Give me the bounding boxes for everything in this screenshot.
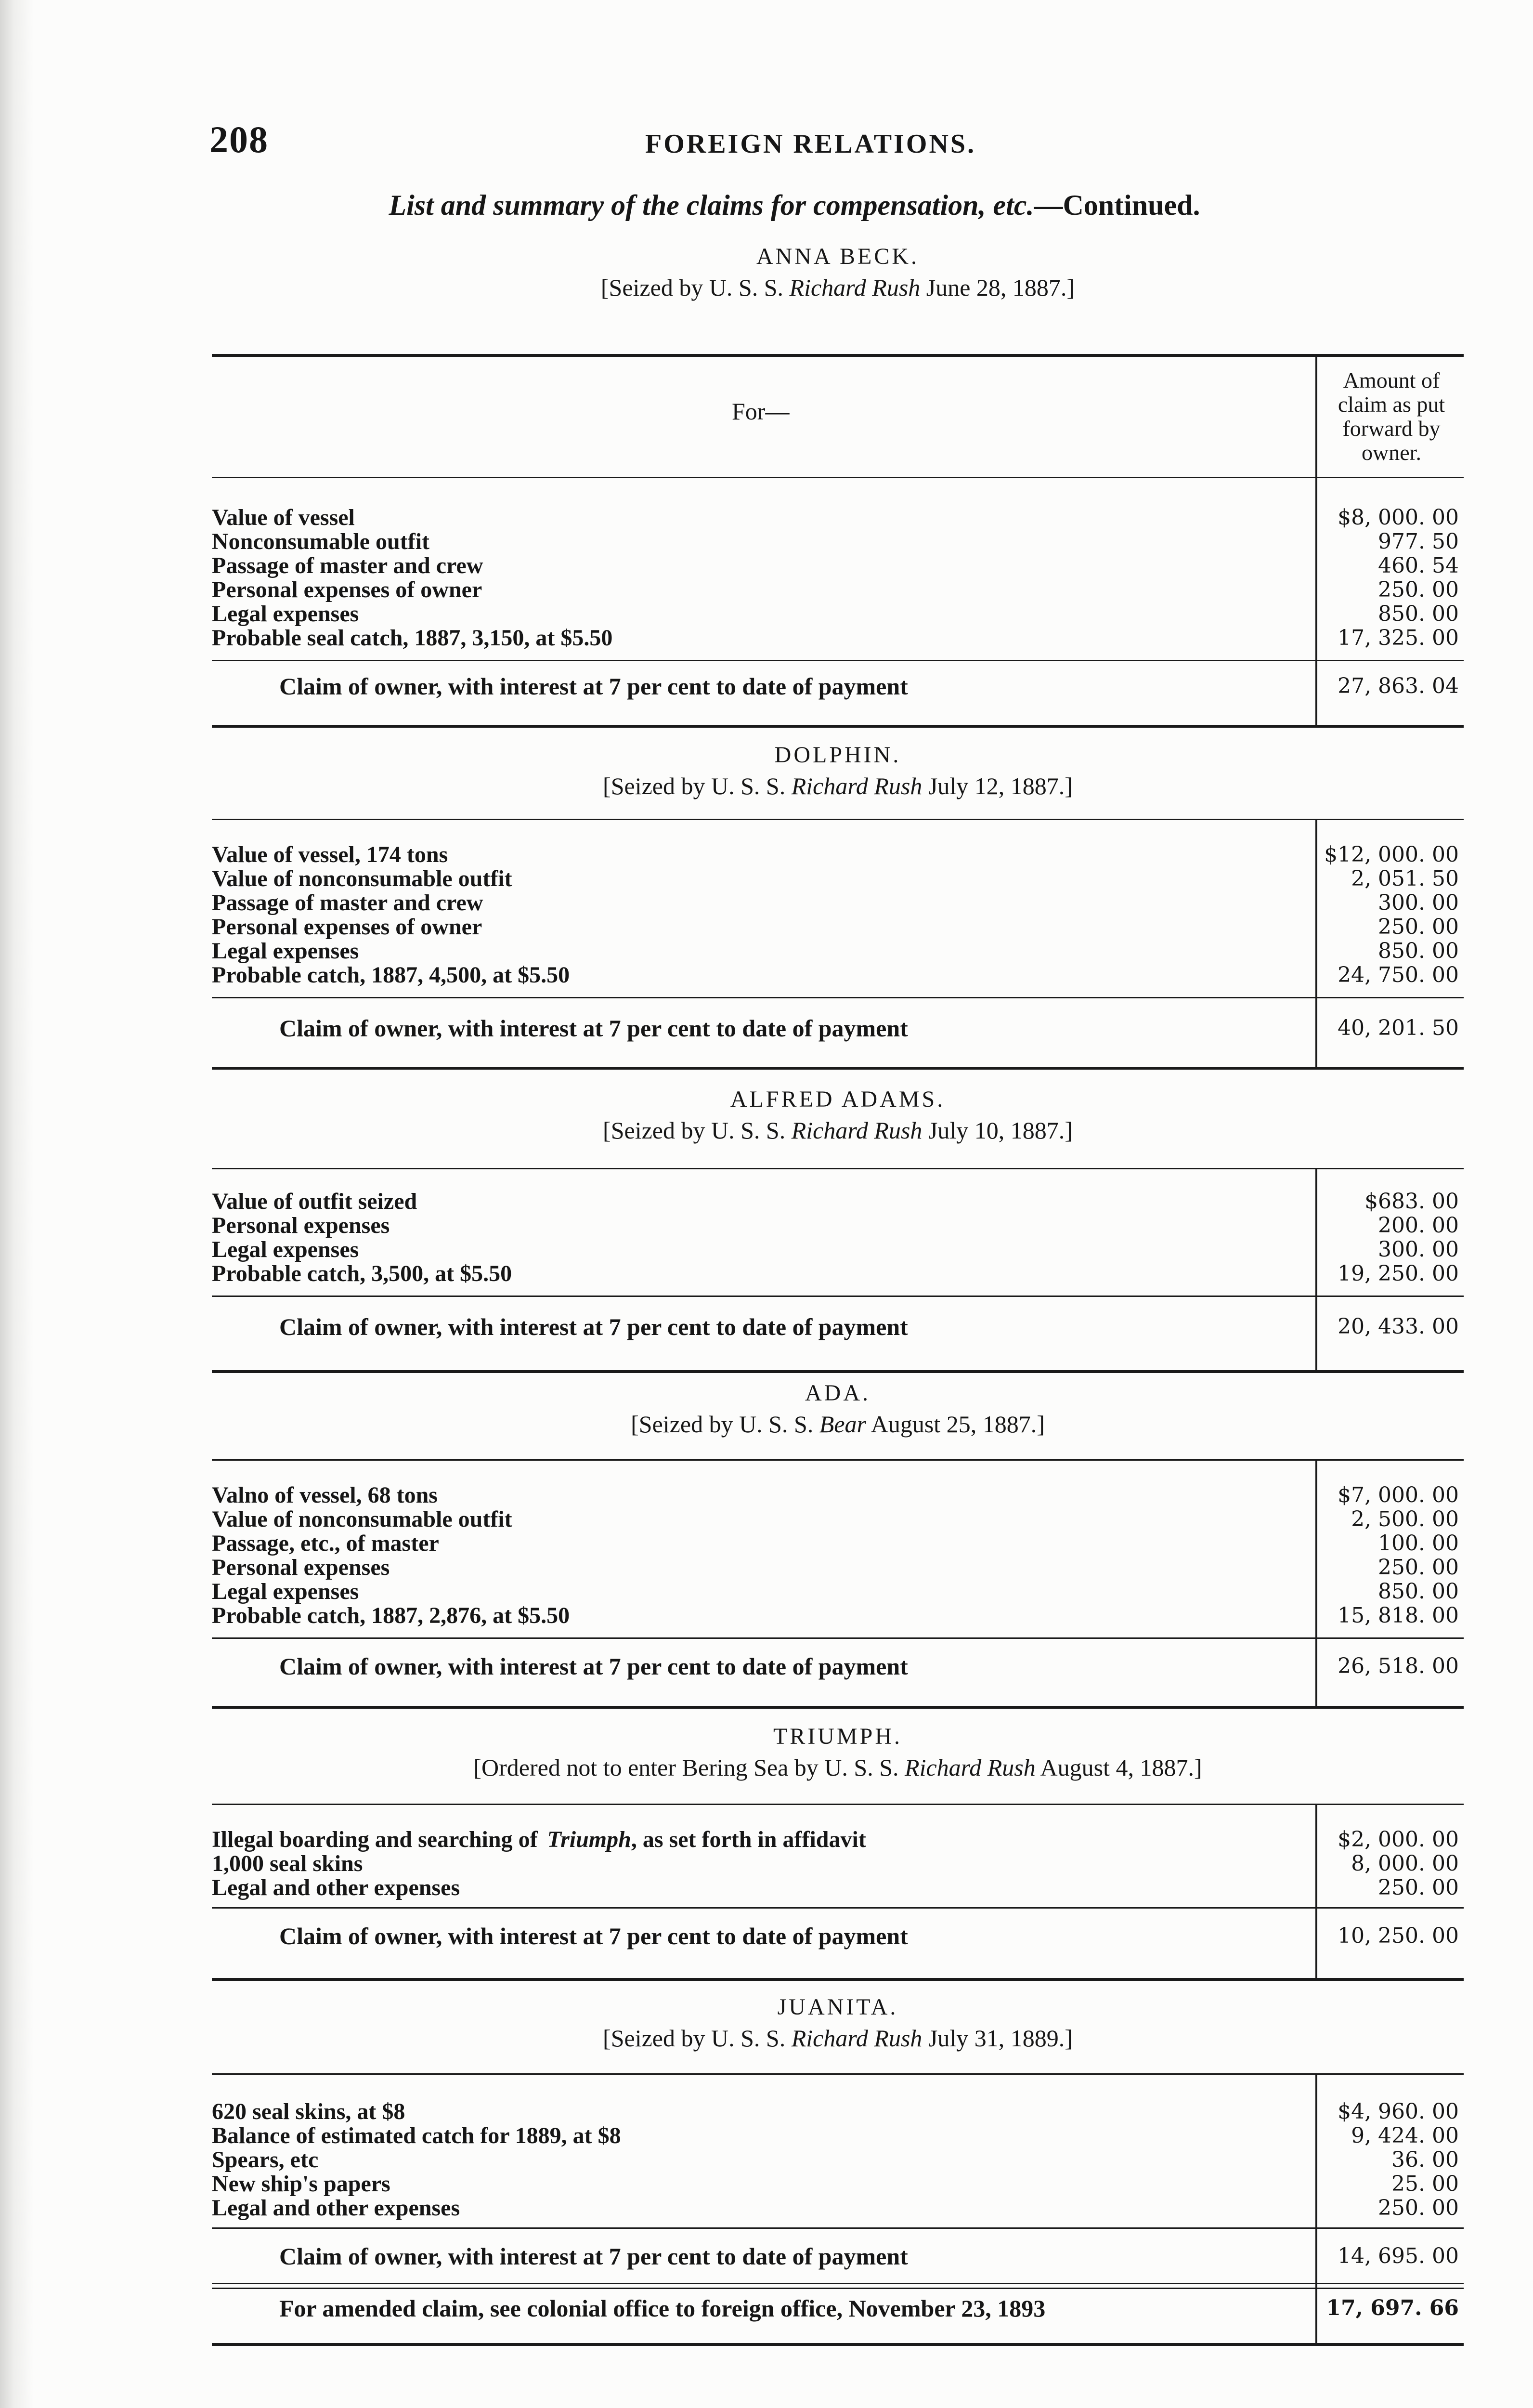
- item-label-prefix: Illegal boarding and searching of: [212, 1828, 547, 1852]
- item-label: Value of vessel, 174 tons: [212, 843, 452, 867]
- subtotal-rule: [212, 997, 1464, 998]
- item-amount: 36. 00: [1391, 2147, 1459, 2172]
- item-label-suffix: , as set forth in affidavit: [631, 1828, 870, 1852]
- amended-total-row: [212, 2294, 1464, 2323]
- note-ship: Richard Rush: [791, 2025, 922, 2052]
- table-row: [212, 963, 1464, 987]
- note-prefix: [Ordered not to enter Bering Sea by U. S. S.: [473, 1754, 905, 1781]
- item-label: Probable catch, 1887, 2,876, at $5.50: [212, 1604, 573, 1628]
- subtotal-rule: [212, 1296, 1464, 1297]
- item-amount: 250. 00: [1378, 1555, 1459, 1580]
- item-label: Nonconsumable outfit: [212, 530, 433, 554]
- item-amount: 250. 00: [1378, 2196, 1459, 2220]
- item-label: Personal expenses of owner: [212, 915, 486, 939]
- total-amount: 26, 518. 00: [1338, 1654, 1459, 1678]
- seizure-note: [212, 772, 1464, 800]
- item-label: Probable catch, 3,500, at $5.50: [212, 1262, 516, 1286]
- page-header: [209, 118, 1461, 166]
- table-row: [212, 1238, 1464, 1262]
- item-amount: 24, 750. 00: [1338, 963, 1459, 987]
- table-top-rule: [212, 2073, 1464, 2075]
- scan-shadow-edge: [0, 0, 34, 2408]
- total-amount: 20, 433. 00: [1338, 1314, 1459, 1339]
- subtotal-rule: [212, 1907, 1464, 1909]
- item-label: Value of outfit seized: [212, 1190, 421, 1214]
- table-row: [212, 1214, 1464, 1238]
- table-row: [212, 2196, 1464, 2220]
- table-alfred-adams: [212, 1168, 1464, 1375]
- table-triumph: [212, 1804, 1464, 1982]
- section-anna-beck: [212, 243, 1464, 301]
- section-juanita: [212, 1994, 1464, 2052]
- item-amount: 850. 00: [1378, 602, 1459, 626]
- vessel-name: JUANITA.: [777, 1994, 898, 2020]
- table-row: [212, 1852, 1464, 1876]
- seizure-note: [212, 274, 1464, 301]
- item-amount: 25. 00: [1391, 2172, 1459, 2196]
- table-top-rule: [212, 1459, 1464, 1461]
- table-row: [212, 2148, 1464, 2172]
- item-amount: $7, 000. 00: [1338, 1483, 1459, 1507]
- item-label: Legal expenses: [212, 602, 363, 626]
- item-amount: 460. 54: [1378, 553, 1459, 578]
- total-row: [212, 2242, 1464, 2271]
- item-label: Passage of master and crew: [212, 891, 487, 915]
- seizure-note: [212, 2024, 1464, 2052]
- table-row: [212, 843, 1464, 867]
- note-suffix: July 12, 1887.]: [922, 772, 1073, 799]
- table-anna-beck: [212, 354, 1464, 730]
- total-label: Claim of owner, with interest at 7 per cent to date of payment: [279, 1313, 912, 1340]
- table-row: [212, 1483, 1464, 1507]
- section-triumph: [212, 1723, 1464, 1781]
- item-amount: 300. 00: [1378, 1237, 1459, 1262]
- table-top-rule: [212, 1804, 1464, 1805]
- amended-label: For amended claim, see colonial office to foreign office, November 23, 1893: [279, 2295, 1049, 2322]
- item-label: Personal expenses: [212, 1214, 393, 1238]
- item-label: Legal and other expenses: [212, 1876, 464, 1900]
- item-label: Probable seal catch, 1887, 3,150, at $5.50: [212, 626, 616, 650]
- table-row: [212, 1876, 1464, 1900]
- item-amount: 100. 00: [1378, 1531, 1459, 1556]
- item-label: 1,000 seal skins: [212, 1852, 366, 1876]
- subtotal-rule: [212, 1637, 1464, 1639]
- item-amount: 250. 00: [1378, 915, 1459, 939]
- subtotal-rule: [212, 2227, 1464, 2229]
- subtotal-rule: [212, 660, 1464, 661]
- item-label: Legal and other expenses: [212, 2196, 464, 2220]
- item-amount: 977. 50: [1378, 529, 1459, 554]
- item-amount: 300. 00: [1378, 890, 1459, 915]
- item-label: Passage of master and crew: [212, 554, 487, 578]
- total-label: Claim of owner, with interest at 7 per cent to date of payment: [279, 1653, 912, 1680]
- note-ship: Bear: [819, 1411, 866, 1438]
- note-suffix: June 28, 1887.]: [920, 274, 1075, 301]
- vessel-name: ALFRED ADAMS.: [730, 1086, 946, 1112]
- table-row: [212, 530, 1464, 554]
- section-ada: [212, 1380, 1464, 1438]
- header-rule: [212, 477, 1464, 478]
- amended-amount: 17, 697. 66: [1326, 2296, 1459, 2320]
- item-amount: 250. 00: [1378, 1875, 1459, 1900]
- table-row: [212, 915, 1464, 939]
- seizure-note: [212, 1116, 1464, 1144]
- table-bottom-rule: [212, 725, 1464, 728]
- total-label: Claim of owner, with interest at 7 per cent to date of payment: [279, 1015, 912, 1042]
- table-row: [212, 1828, 1464, 1852]
- total-row: [212, 672, 1464, 701]
- table-top-rule: [212, 1168, 1464, 1169]
- item-label: [212, 1828, 874, 1852]
- header-for: For—: [732, 398, 790, 425]
- table-row: [212, 1604, 1464, 1628]
- total-row: [212, 1652, 1464, 1681]
- total-row: [212, 1312, 1464, 1341]
- item-label: 620 seal skins, at $8: [212, 2100, 409, 2124]
- item-label: Legal expenses: [212, 1580, 363, 1604]
- item-label-italic: Triumph: [547, 1828, 631, 1852]
- item-amount: 2, 051. 50: [1351, 866, 1459, 891]
- table-row: [212, 1580, 1464, 1604]
- total-amount: 14, 695. 00: [1338, 2244, 1459, 2268]
- vessel-name: ADA.: [805, 1380, 870, 1406]
- item-amount: $8, 000. 00: [1338, 505, 1459, 530]
- item-label: Spears, etc: [212, 2148, 322, 2172]
- total-amount: 40, 201. 50: [1338, 1016, 1459, 1040]
- table-bottom-rule: [212, 2343, 1464, 2346]
- note-prefix: [Seized by U. S. S.: [603, 1117, 792, 1144]
- total-amount: 10, 250. 00: [1338, 1924, 1459, 1948]
- note-ship: Richard Rush: [905, 1754, 1036, 1781]
- total-label: Claim of owner, with interest at 7 per cent to date of payment: [279, 673, 912, 700]
- table-row: [212, 554, 1464, 578]
- table-row: [212, 2100, 1464, 2124]
- item-label: Legal expenses: [212, 1238, 363, 1262]
- item-label: Personal expenses of owner: [212, 578, 486, 602]
- table-row: [212, 578, 1464, 602]
- item-amount: 250. 00: [1378, 577, 1459, 602]
- table-row: [212, 867, 1464, 891]
- total-row: [212, 1014, 1464, 1043]
- item-amount: 850. 00: [1378, 1579, 1459, 1604]
- table-row: [212, 1556, 1464, 1580]
- item-label: Value of nonconsumable outfit: [212, 1507, 516, 1531]
- item-amount: $12, 000. 00: [1324, 842, 1459, 867]
- note-prefix: [Seized by U. S. S.: [600, 274, 790, 301]
- table-row: [212, 602, 1464, 626]
- item-label: Probable catch, 1887, 4,500, at $5.50: [212, 963, 573, 987]
- note-ship: Richard Rush: [791, 1117, 922, 1144]
- note-prefix: [Seized by U. S. S.: [603, 2025, 792, 2052]
- table-top-rule: [212, 354, 1464, 357]
- vessel-name: TRIUMPH.: [773, 1724, 903, 1749]
- table-top-rule: [212, 819, 1464, 820]
- table-row: [212, 2172, 1464, 2196]
- vessel-name: ANNA BECK.: [756, 244, 920, 269]
- note-suffix: July 10, 1887.]: [922, 1117, 1073, 1144]
- note-suffix: August 25, 1887.]: [866, 1411, 1045, 1438]
- header-amount-line4: owner.: [1362, 440, 1421, 465]
- note-suffix: July 31, 1889.]: [922, 2025, 1073, 2052]
- item-amount: 19, 250. 00: [1338, 1261, 1459, 1286]
- table-ada: [212, 1459, 1464, 1710]
- table-row: [212, 2124, 1464, 2148]
- table-bottom-rule: [212, 1706, 1464, 1709]
- table-row: [212, 1507, 1464, 1531]
- running-title: FOREIGN RELATIONS.: [645, 129, 976, 159]
- item-amount: 2, 500. 00: [1351, 1507, 1459, 1531]
- page-number: 208: [209, 118, 269, 160]
- item-amount: $683. 00: [1364, 1189, 1459, 1214]
- item-label: New ship's papers: [212, 2172, 394, 2196]
- list-title-italic: List and summary of the claims for compensation, etc.: [389, 189, 1034, 221]
- amended-rule-bottom: [212, 2288, 1464, 2289]
- table-row: [212, 626, 1464, 650]
- table-bottom-rule: [212, 1067, 1464, 1070]
- seizure-note: [212, 1754, 1464, 1781]
- note-ship: Richard Rush: [789, 274, 921, 301]
- table-row: [212, 1190, 1464, 1214]
- amended-rule-top: [212, 2283, 1464, 2284]
- total-row: [212, 1922, 1464, 1950]
- section-dolphin: [212, 742, 1464, 800]
- total-amount: 27, 863. 04: [1338, 674, 1459, 698]
- table-row: [212, 506, 1464, 530]
- total-label: Claim of owner, with interest at 7 per cent to date of payment: [279, 1923, 912, 1950]
- total-label: Claim of owner, with interest at 7 per cent to date of payment: [279, 2243, 912, 2270]
- table-row: [212, 1262, 1464, 1286]
- vessel-name: DOLPHIN.: [774, 742, 901, 768]
- item-amount: $4, 960. 00: [1338, 2099, 1459, 2124]
- header-amount-line1: Amount of: [1343, 368, 1440, 393]
- header-amount: [1319, 368, 1464, 465]
- item-amount: 9, 424. 00: [1351, 2123, 1459, 2148]
- item-label: Legal expenses: [212, 939, 363, 963]
- table-bottom-rule: [212, 1978, 1464, 1981]
- item-label: Value of nonconsumable outfit: [212, 867, 516, 891]
- item-label: Valno of vessel, 68 tons: [212, 1483, 442, 1507]
- item-label: Personal expenses: [212, 1556, 393, 1580]
- table-row: [212, 939, 1464, 963]
- table-juanita: [212, 2073, 1464, 2353]
- note-ship: Richard Rush: [791, 772, 922, 799]
- item-label: Passage, etc., of master: [212, 1531, 443, 1556]
- list-title: [212, 189, 1377, 222]
- item-amount: 17, 325. 00: [1338, 626, 1459, 650]
- note-prefix: [Seized by U. S. S.: [603, 772, 792, 799]
- header-amount-line2: claim as put: [1338, 392, 1445, 417]
- header-amount-line3: forward by: [1342, 416, 1441, 441]
- table-row: [212, 1531, 1464, 1556]
- section-alfred-adams: [212, 1086, 1464, 1144]
- item-amount: 200. 00: [1378, 1213, 1459, 1238]
- item-amount: $2, 000. 00: [1338, 1827, 1459, 1852]
- seizure-note: [212, 1410, 1464, 1438]
- table-dolphin: [212, 819, 1464, 1069]
- list-title-suffix: —Continued.: [1034, 189, 1200, 221]
- table-row: [212, 891, 1464, 915]
- item-label: Balance of estimated catch for 1889, at $8: [212, 2124, 625, 2148]
- item-label: Value of vessel: [212, 506, 359, 530]
- note-prefix: [Seized by U. S. S.: [631, 1411, 819, 1438]
- table-bottom-rule: [212, 1370, 1464, 1373]
- item-amount: 850. 00: [1378, 939, 1459, 963]
- note-suffix: August 4, 1887.]: [1035, 1754, 1202, 1781]
- item-amount: 8, 000. 00: [1351, 1851, 1459, 1876]
- item-amount: 15, 818. 00: [1338, 1603, 1459, 1628]
